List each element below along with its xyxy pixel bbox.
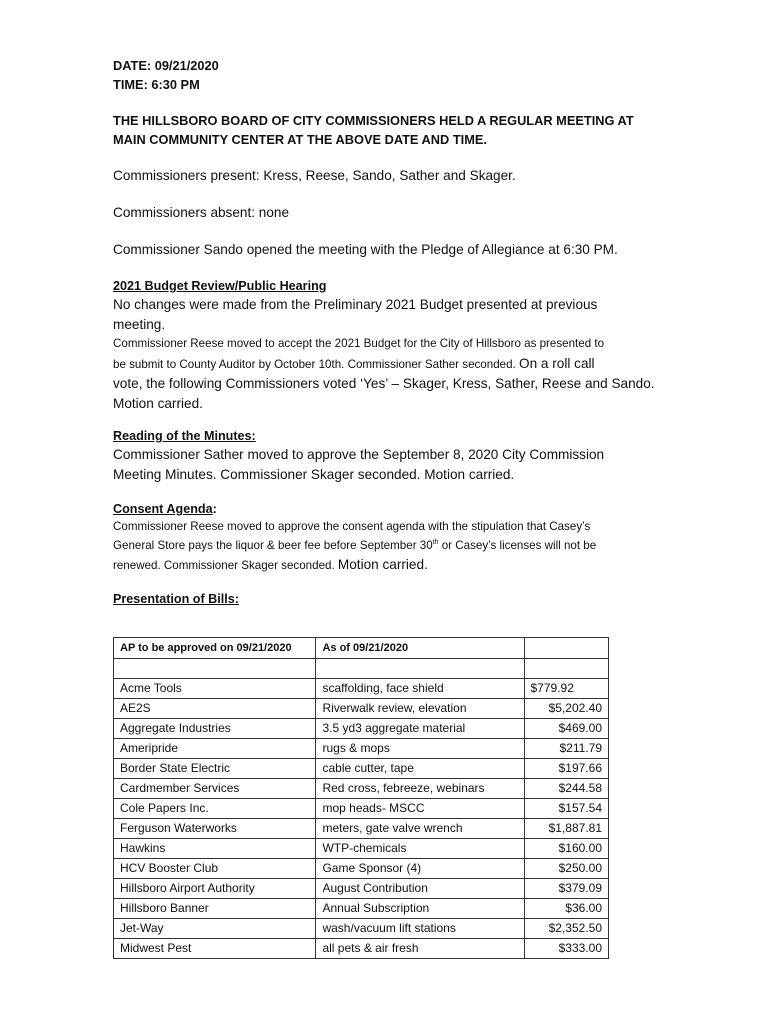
consent-section-title [113,500,673,518]
budget-line2: meeting. [113,317,166,332]
consent-line2-sup: th [432,538,439,546]
amount-cell: $1,887.81 [524,819,609,839]
description-cell: meters, gate valve wrench [316,819,524,839]
amount-cell: $333.00 [524,939,609,959]
consent-line2b: or Casey’s licenses will not be [438,538,597,552]
amount-cell: $779.92 [524,679,609,699]
table-row [114,899,609,919]
amount-cell: $250.00 [524,859,609,879]
vendor-cell: HCV Booster Club [114,859,316,879]
budget-line3: Commissioner Reese moved to accept the 2021 Budget for the City of Hillsboro as presented to [113,337,605,350]
amount-cell: $5,202.40 [524,699,609,719]
description-cell: mop heads- MSCC [316,799,524,819]
meeting-opening: Commissioner Sando opened the meeting with the Pledge of Allegiance at 6:30 PM. [113,242,618,257]
amount-cell: $379.09 [524,879,609,899]
column-header-amount [524,638,609,659]
table-blank-row [114,659,609,679]
consent-line2 [113,537,673,556]
budget-line4a: be submit to County Auditor by October 10th. Commissioner Sather seconded. [113,357,519,371]
description-cell: August Contribution [316,879,524,899]
description-cell: wash/vacuum lift stations [316,919,524,939]
commissioners-present: Commissioners present: Kress, Reese, Sando, Sather and Skager. [113,168,516,183]
budget-line4b: On a roll call [519,355,595,371]
amount-cell: $160.00 [524,839,609,859]
table-row [114,759,609,779]
meeting-date: DATE: 09/21/2020 [113,58,219,73]
vendor-cell: Hawkins [114,839,316,859]
meeting-heading-line2: MAIN COMMUNITY CENTER AT THE ABOVE DATE AND TIME. [113,132,487,147]
vendor-cell: Border State Electric [114,759,316,779]
table-row [114,679,609,699]
vendor-cell: Midwest Pest [114,939,316,959]
vendor-cell: Jet-Way [114,919,316,939]
blank-cell [114,659,316,679]
consent-title-text: Consent Agenda [113,502,213,516]
minutes-line1: Commissioner Sather moved to approve the September 8, 2020 City Commission [113,447,605,462]
minutes-document [113,56,673,608]
vendor-cell: Aggregate Industries [114,719,316,739]
description-cell: 3.5 yd3 aggregate material [316,719,524,739]
budget-line4 [113,354,673,375]
vendor-cell: Ferguson Waterworks [114,819,316,839]
commissioners-absent: Commissioners absent: none [113,205,290,220]
amount-cell: $197.66 [524,759,609,779]
blank-cell [316,659,524,679]
vendor-cell: Cardmember Services [114,779,316,799]
description-cell: cable cutter, tape [316,759,524,779]
table-row [114,839,609,859]
amount-cell: $211.79 [524,739,609,759]
meeting-heading-line1: THE HILLSBORO BOARD OF CITY COMMISSIONERS HELD A REGULAR MEETING AT [113,113,634,128]
budget-line6: Motion carried. [113,396,203,411]
consent-line2a: General Store pays the liquor & beer fee before September 30 [113,538,433,552]
vendor-cell: Cole Papers Inc. [114,799,316,819]
table-row [114,879,609,899]
table-row [114,699,609,719]
budget-line5: vote, the following Commissioners voted ‘Yes’ – Skager, Kress, Sather, Reese and Sando. [113,376,655,391]
description-cell: WTP-chemicals [316,839,524,859]
description-cell: rugs & mops [316,739,524,759]
description-cell: all pets & air fresh [316,939,524,959]
budget-line1: No changes were made from the Preliminary 2021 Budget presented at previous [113,297,598,312]
minutes-section-title: Reading of the Minutes: [113,429,256,443]
consent-line3 [113,555,673,576]
meeting-time: TIME: 6:30 PM [113,77,200,92]
vendor-cell: Ameripride [114,739,316,759]
amount-cell: $469.00 [524,719,609,739]
vendor-cell: AE2S [114,699,316,719]
table-row [114,779,609,799]
consent-line1: Commissioner Reese moved to approve the consent agenda with the stipulation that Casey’s [113,520,591,533]
amount-cell: $36.00 [524,899,609,919]
amount-cell: $244.58 [524,779,609,799]
minutes-line2: Meeting Minutes. Commissioner Skager seconded. Motion carried. [113,467,515,482]
vendor-cell: Acme Tools [114,679,316,699]
column-header-vendor: AP to be approved on 09/21/2020 [114,638,316,659]
amount-cell: $2,352.50 [524,919,609,939]
consent-line3a: renewed. Commissioner Skager seconded. [113,559,338,572]
consent-title-colon: : [212,502,217,516]
table-row [114,799,609,819]
table-row [114,919,609,939]
description-cell: Riverwalk review, elevation [316,699,524,719]
table-row [114,719,609,739]
table-header-row [114,638,609,659]
column-header-description: As of 09/21/2020 [316,638,524,659]
table-row [114,859,609,879]
vendor-cell: Hillsboro Airport Authority [114,879,316,899]
amount-cell: $157.54 [524,799,609,819]
consent-line3b: Motion carried. [337,557,428,572]
description-cell: Game Sponsor (4) [316,859,524,879]
vendor-cell: Hillsboro Banner [114,899,316,919]
description-cell: scaffolding, face shield [316,679,524,699]
blank-cell [524,659,609,679]
table-row [114,819,609,839]
description-cell: Red cross, febreeze, webinars [316,779,524,799]
bills-section-title: Presentation of Bills: [113,591,239,606]
table-row [114,739,609,759]
budget-section-title: 2021 Budget Review/Public Hearing [113,279,327,293]
bills-table [113,637,609,959]
description-cell: Annual Subscription [316,899,524,919]
table-row [114,939,609,959]
